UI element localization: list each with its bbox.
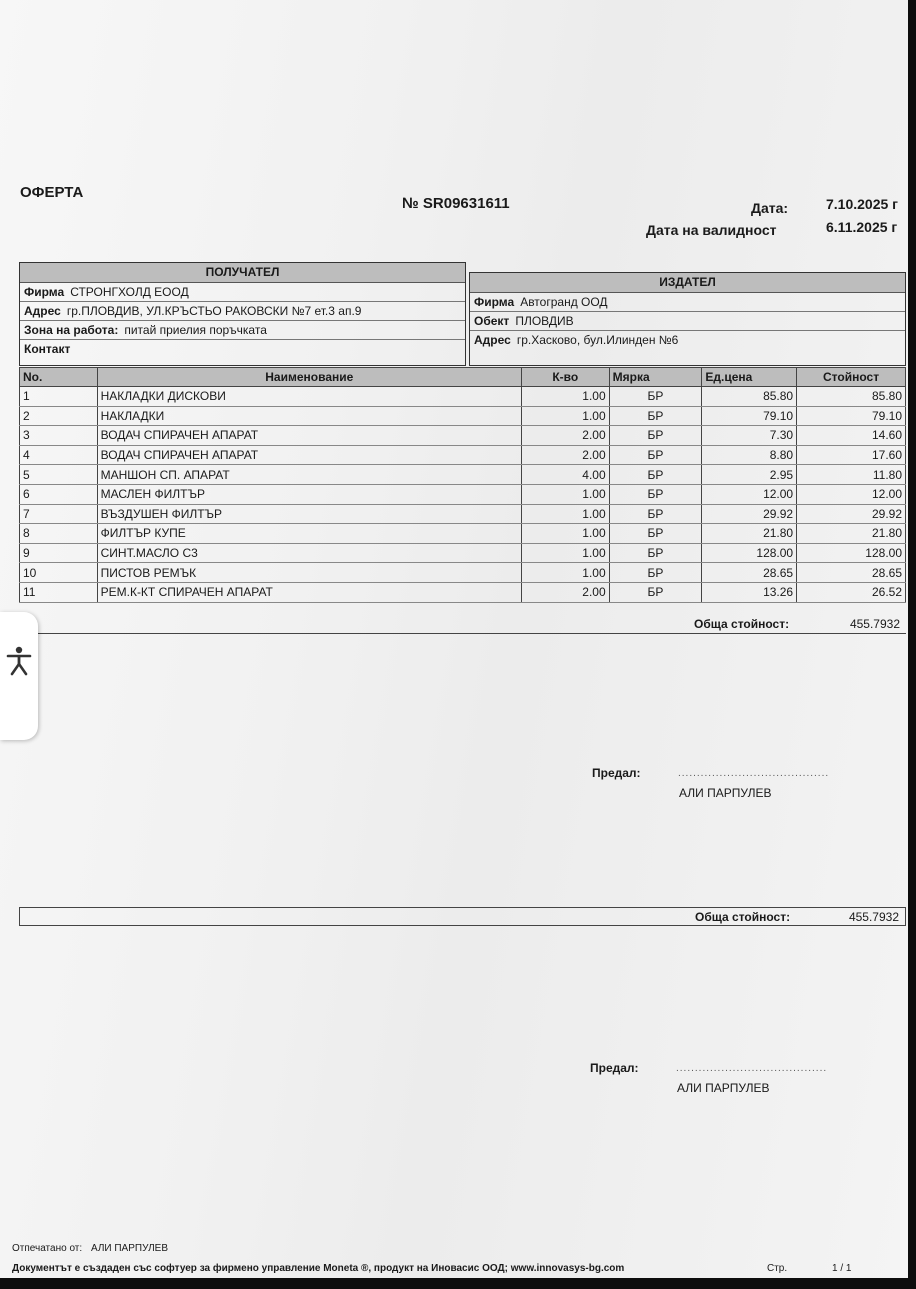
cell-no: 11: [20, 582, 98, 602]
table-row: [20, 504, 906, 524]
handed-name-1: АЛИ ПАРПУЛЕВ: [679, 786, 772, 800]
issuer-object: ПЛОВДИВ: [515, 314, 574, 328]
footer-text: Документът е създаден със софтуер за фирмено управление Moneta ®, продукт на Иновасис ООД; www.innovasys-bg.com: [12, 1263, 625, 1274]
cell-value: 28.65: [797, 563, 906, 583]
signature-line-2: ........................................: [676, 1063, 828, 1074]
col-header-qty: К-во: [521, 368, 609, 387]
cell-unit-price: 128.00: [702, 543, 797, 563]
cell-qty: 2.00: [521, 582, 609, 602]
cell-unit: БР: [609, 543, 702, 563]
cell-unit: БР: [609, 582, 702, 602]
cell-qty: 1.00: [521, 387, 609, 407]
handed-label-1: Предал:: [592, 766, 641, 780]
issuer-firm-row: [470, 293, 905, 312]
cell-unit: БР: [609, 504, 702, 524]
cell-no: 3: [20, 426, 98, 446]
cell-unit-price: 29.92: [702, 504, 797, 524]
issuer-address-label: Адрес: [474, 333, 511, 347]
document-title: ОФЕРТА: [20, 184, 84, 201]
handed-name-2: АЛИ ПАРПУЛЕВ: [677, 1081, 770, 1095]
cell-no: 7: [20, 504, 98, 524]
cell-unit: БР: [609, 445, 702, 465]
table-row: [20, 543, 906, 563]
screen-edge: [908, 0, 916, 1289]
table-row: [20, 445, 906, 465]
recipient-address-row: [20, 302, 465, 321]
items-table: [19, 367, 906, 603]
validity-value: 6.11.2025 г: [826, 219, 898, 235]
recipient-firm-row: [20, 283, 465, 302]
recipient-contact-label: Контакт: [24, 342, 71, 356]
cell-no: 9: [20, 543, 98, 563]
cell-name: МАСЛЕН ФИЛТЪР: [97, 484, 521, 504]
cell-value: 14.60: [797, 426, 906, 446]
issuer-object-label: Обект: [474, 314, 510, 328]
cell-unit: БР: [609, 524, 702, 544]
table-row: [20, 426, 906, 446]
cell-unit-price: 79.10: [702, 406, 797, 426]
issuer-firm: Автогранд ООД: [520, 295, 608, 309]
cell-no: 4: [20, 445, 98, 465]
col-header-unit-price: Ед.цена: [702, 368, 797, 387]
cell-unit-price: 2.95: [702, 465, 797, 485]
cell-qty: 1.00: [521, 484, 609, 504]
cell-qty: 1.00: [521, 524, 609, 544]
cell-unit: БР: [609, 563, 702, 583]
page-value: 1 / 1: [832, 1263, 852, 1274]
table-row: [20, 524, 906, 544]
cell-name: ВОДАЧ СПИРАЧЕН АПАРАТ: [97, 426, 521, 446]
cell-unit-price: 12.00: [702, 484, 797, 504]
cell-unit-price: 21.80: [702, 524, 797, 544]
cell-qty: 1.00: [521, 563, 609, 583]
accessibility-button[interactable]: [0, 612, 38, 740]
page-label: Стр.: [767, 1263, 788, 1274]
date-value: 7.10.2025 г: [826, 196, 899, 212]
recipient-zone-label: Зона на работа:: [24, 323, 119, 337]
recipient-title: ПОЛУЧАТЕЛ: [20, 263, 465, 283]
table-row: [20, 465, 906, 485]
printed-by-label: Отпечатано от:: [12, 1243, 83, 1254]
cell-value: 21.80: [797, 524, 906, 544]
offer-number: [402, 195, 510, 212]
col-header-name: Наименование: [97, 368, 521, 387]
table-row: [20, 387, 906, 407]
cell-qty: 2.00: [521, 445, 609, 465]
cell-unit: БР: [609, 484, 702, 504]
cell-name: ФИЛТЪР КУПЕ: [97, 524, 521, 544]
cell-unit: БР: [609, 406, 702, 426]
accessibility-icon: [6, 646, 32, 676]
col-header-value: Стойност: [797, 368, 906, 387]
cell-qty: 4.00: [521, 465, 609, 485]
cell-no: 6: [20, 484, 98, 504]
date-label: Дата:: [751, 200, 789, 216]
recipient-zone-row: [20, 321, 465, 340]
total-label-bottom: Обща стойност:: [695, 910, 791, 924]
recipient-address: гр.ПЛОВДИВ, УЛ.КРЪСТЬО РАКОВСКИ №7 ет.3 ап.9: [66, 304, 362, 318]
issuer-box: [469, 272, 906, 366]
cell-no: 1: [20, 387, 98, 407]
cell-value: 12.00: [797, 484, 906, 504]
cell-value: 17.60: [797, 445, 906, 465]
validity-label: Дата на валидност: [646, 222, 777, 238]
cell-qty: 1.00: [521, 543, 609, 563]
items-header-row: [20, 368, 906, 387]
table-row: [20, 582, 906, 602]
cell-qty: 1.00: [521, 406, 609, 426]
table-row: [20, 484, 906, 504]
issuer-object-row: [470, 312, 905, 331]
cell-no: 8: [20, 524, 98, 544]
signature-line-1: ........................................: [678, 768, 830, 779]
cell-name: НАКЛАДКИ: [97, 406, 521, 426]
cell-qty: 2.00: [521, 426, 609, 446]
recipient-contact-row: [20, 340, 465, 358]
cell-no: 2: [20, 406, 98, 426]
col-header-unit: Мярка: [609, 368, 702, 387]
cell-value: 85.80: [797, 387, 906, 407]
screen-bottom-bar: [0, 1278, 916, 1289]
handed-label-2: Предал:: [590, 1061, 639, 1075]
table-row: [20, 406, 906, 426]
recipient-zone: питай приелия поръчката: [124, 323, 267, 337]
cell-unit: БР: [609, 465, 702, 485]
cell-name: СИНТ.МАСЛО С3: [97, 543, 521, 563]
cell-unit-price: 13.26: [702, 582, 797, 602]
table-row: [20, 563, 906, 583]
cell-name: МАНШОН СП. АПАРАТ: [97, 465, 521, 485]
cell-value: 29.92: [797, 504, 906, 524]
offer-number-value: SR09631611: [422, 195, 510, 212]
issuer-title: ИЗДАТЕЛ: [470, 273, 905, 293]
printed-by-name: АЛИ ПАРПУЛЕВ: [90, 1243, 168, 1254]
cell-unit-price: 8.80: [702, 445, 797, 465]
cell-value: 11.80: [797, 465, 906, 485]
cell-value: 79.10: [797, 406, 906, 426]
cell-value: 128.00: [797, 543, 906, 563]
cell-value: 26.52: [797, 582, 906, 602]
cell-unit-price: 7.30: [702, 426, 797, 446]
recipient-firm: СТРОНГХОЛД ЕООД: [70, 285, 189, 299]
cell-no: 5: [20, 465, 98, 485]
cell-unit: БР: [609, 426, 702, 446]
total-label-top: Обща стойност:: [694, 617, 790, 631]
issuer-address-row: [470, 331, 905, 349]
cell-qty: 1.00: [521, 504, 609, 524]
total-value-bottom: 455.7932: [848, 910, 899, 924]
recipient-firm-label: Фирма: [24, 285, 65, 299]
recipient-address-label: Адрес: [24, 304, 61, 318]
recipient-box: [19, 262, 466, 366]
offer-number-label: №: [402, 195, 419, 212]
total-row-top: [19, 615, 906, 634]
cell-unit-price: 85.80: [702, 387, 797, 407]
cell-name: РЕМ.К-КТ СПИРАЧЕН АПАРАТ: [97, 582, 521, 602]
total-row-bottom: [19, 907, 906, 926]
cell-name: ПИСТОВ РЕМЪК: [97, 563, 521, 583]
issuer-address: гр.Хасково, бул.Илинден №6: [516, 333, 679, 347]
cell-no: 10: [20, 563, 98, 583]
issuer-firm-label: Фирма: [474, 295, 515, 309]
cell-name: ВОДАЧ СПИРАЧЕН АПАРАТ: [97, 445, 521, 465]
cell-name: НАКЛАДКИ ДИСКОВИ: [97, 387, 521, 407]
cell-name: ВЪЗДУШЕН ФИЛТЪР: [97, 504, 521, 524]
printed-by: [12, 1243, 168, 1254]
cell-unit-price: 28.65: [702, 563, 797, 583]
cell-unit: БР: [609, 387, 702, 407]
col-header-no: No.: [20, 368, 98, 387]
total-value-top: 455.7932: [849, 617, 900, 631]
